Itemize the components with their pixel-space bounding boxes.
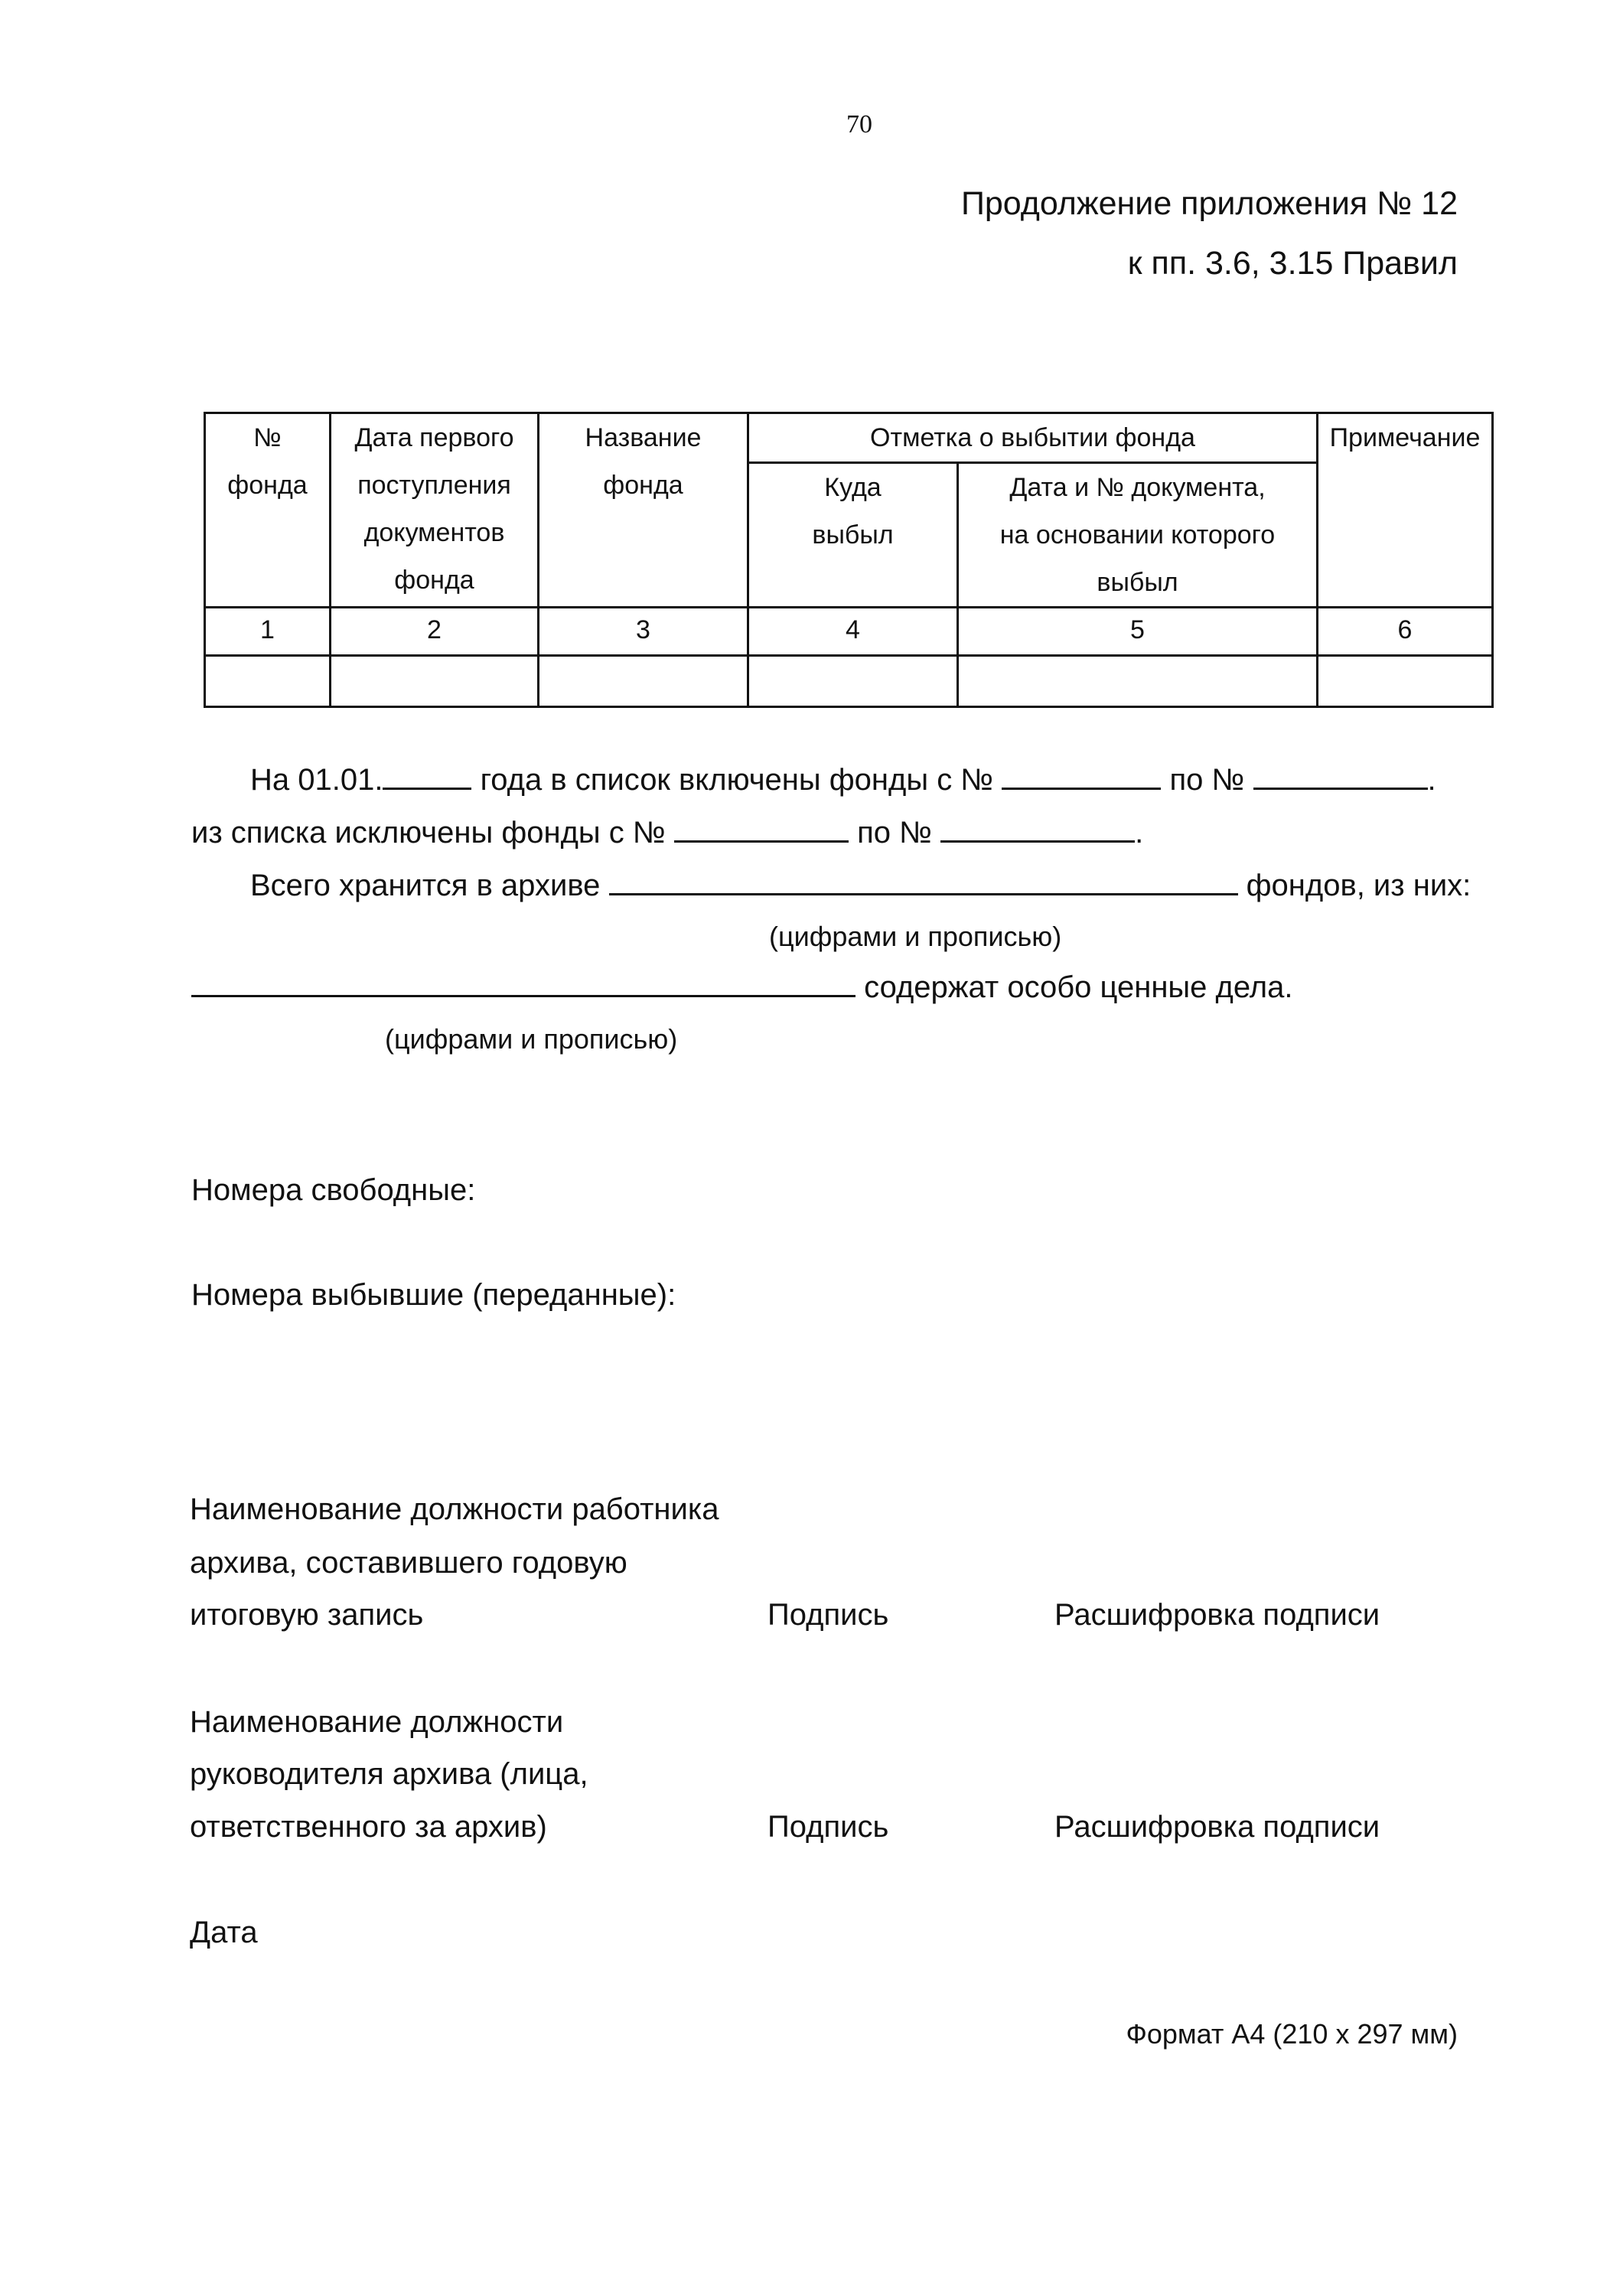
from-number-blank (674, 840, 849, 843)
position-title-line: архива, составившего годовую (190, 1546, 627, 1580)
position-title-line: ответственного за архив) (190, 1810, 547, 1844)
empty-cell (205, 656, 331, 707)
retired-numbers-label: Номера выбывшие (переданные): (191, 1278, 676, 1312)
free-numbers-label: Номера свободные: (191, 1173, 476, 1207)
empty-cell (1318, 656, 1493, 707)
appendix-title: Продолжение приложения № 12 (960, 185, 1458, 222)
col-number-3: 3 (539, 608, 748, 656)
header-first-receipt-date: Дата первого поступления документов фонда (331, 413, 539, 608)
total-blank (609, 892, 1238, 895)
header-document: Дата и № документа, на основании которого выбыл (958, 463, 1318, 608)
to-number-blank (1253, 787, 1428, 790)
from-number-blank (1002, 787, 1161, 790)
signature-decode-label: Расшифровка подписи (1054, 1598, 1380, 1632)
included-funds-line: На 01.01. года в список включены фонды с № по № . (250, 763, 1436, 797)
valuable-count-blank (191, 994, 855, 997)
header-note: Примечание (1318, 413, 1493, 608)
header-fund-name: Название фонда (539, 413, 748, 608)
hint-digits-words: (цифрами и прописью) (385, 1023, 678, 1055)
signature-decode-label: Расшифровка подписи (1054, 1810, 1380, 1844)
empty-cell (539, 656, 748, 707)
position-title-line: Наименование должности (190, 1705, 564, 1739)
col-number-2: 2 (331, 608, 539, 656)
valuable-funds-line: содержат особо ценные дела. (191, 970, 1293, 1005)
hint-digits-words: (цифрами и прописью) (769, 921, 1062, 952)
header-fund-number: № фонда (205, 413, 331, 608)
appendix-reference: к пп. 3.6, 3.15 Правил (1127, 245, 1458, 282)
position-title-line: руководителя архива (лица, (190, 1757, 588, 1791)
empty-cell (331, 656, 539, 707)
signature-label: Подпись (768, 1598, 889, 1632)
page-number: 70 (846, 110, 872, 139)
date-label: Дата (190, 1916, 258, 1949)
col-number-1: 1 (205, 608, 331, 656)
empty-cell (958, 656, 1318, 707)
col-number-6: 6 (1318, 608, 1493, 656)
excluded-funds-line: из списка исключены фонды с № по № . (191, 816, 1144, 850)
empty-cell (748, 656, 958, 707)
format-note: Формат А4 (210 х 297 мм) (1126, 2018, 1458, 2050)
position-title-line: Наименование должности работника (190, 1492, 719, 1526)
col-number-5: 5 (958, 608, 1318, 656)
position-title-line: итоговую запись (190, 1598, 424, 1632)
year-blank (383, 787, 471, 790)
col-number-4: 4 (748, 608, 958, 656)
total-funds-line: Всего хранится в архиве фондов, из них: (250, 869, 1471, 902)
funds-table (204, 412, 1494, 708)
signature-label: Подпись (768, 1810, 889, 1844)
header-retirement-mark: Отметка о выбытии фонда (748, 413, 1318, 463)
header-destination: Куда выбыл (748, 463, 958, 608)
to-number-blank (940, 840, 1135, 843)
